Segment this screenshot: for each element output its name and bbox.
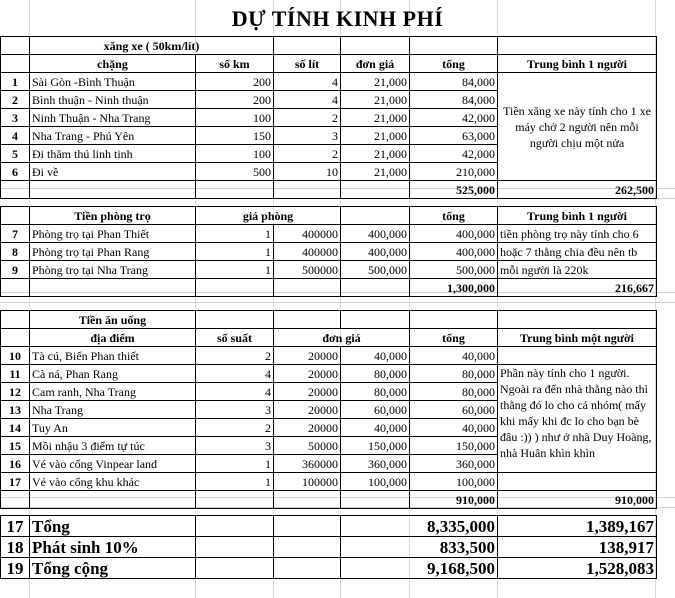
fuel-sum-row[interactable] [1,181,657,199]
table-row[interactable]: 8 Phòng trọ tại Phan Rang 1 400000 400,000 400,000 hoặc 7 thằng chia đều nên tb [1,243,657,261]
table-row[interactable]: 16 Vé vào cổng Vinpear land 1 360000 360,000 360,000 [1,455,657,473]
summary-total[interactable]: 833,500 [341,537,498,558]
table-row[interactable]: 11 Cà ná, Phan Rang 4 20000 80,000 80,000 Phần này tính cho 1 người. Ngoài ra đến nhà thằng nào thì thằng đó lo cho cả nhóm( mấy khi mấy khi đc lo cho bạn bè đâu :)) ) như ở nhà Duy Hoàng, nhà Huân khìn khìn [1,365,657,383]
table-row[interactable]: 17 Vé vào cổng khu khác 1 100000 100,000 100,000 [1,473,657,491]
table-row[interactable]: 9 Phòng trọ tại Nha Trang 1 500000 500,000 500,000 mỗi người là 220k [1,261,657,279]
food-header-qty[interactable]: số suất [196,329,274,347]
food-header-price[interactable]: đơn giá [274,329,410,347]
rooms-table [0,206,657,297]
food-header-avg[interactable]: Trung bình một người [498,329,657,347]
table-row[interactable]: 12 Cam ranh, Nha Trang 4 20000 80,000 80,000 [1,383,657,401]
table-row[interactable]: 7 Phòng trọ tại Phan Thiết 1 400000 400,000 400,000 tiền phòng trọ này tính cho 6 [1,225,657,243]
rooms-sum-row[interactable] [1,279,657,297]
fuel-table [0,36,657,199]
rooms-header-avg[interactable]: Trung bình 1 người [498,207,657,225]
food-table [0,310,657,509]
summary-total[interactable]: 8,335,000 [341,516,498,537]
table-row[interactable]: 14 Tuy An 2 20000 40,000 40,000 [1,419,657,437]
table-row[interactable]: 13 Nha Trang 3 20000 60,000 60,000 [1,401,657,419]
summary-row-extra[interactable]: 18 Phát sinh 10% 833,500 138,917 [1,537,657,558]
table-row[interactable]: 6 Đi về 500 10 21,000 210,000 [1,163,657,181]
page-title: DỰ TÍNH KINH PHÍ [231,6,444,31]
summary-label[interactable]: Phát sinh 10% [30,537,196,558]
fuel-header-avg[interactable]: Trung bình 1 người [498,55,657,73]
table-row[interactable]: 4 Nha Trang - Phú Yên 150 3 21,000 63,000 [1,127,657,145]
rooms-sum-avg[interactable]: 216,667 [498,279,657,297]
table-row[interactable]: 1 Sài Gòn -Bình Thuận 200 4 21,000 84,000 Tiền xăng xe này tính cho 1 xe máy chở 2 người nên mỗi người chịu một nửa [1,73,657,91]
food-sum-row[interactable] [1,491,657,509]
food-note[interactable]: Phần này tính cho 1 người. Ngoài ra đến nhà thằng nào thì thằng đó lo cho cả nhóm( mấy khi mấy khi đc lo cho bạn bè đâu :)) ) như ở nhà Duy Hoàng, nhà Huân khìn khìn [498,365,657,473]
table-row[interactable]: 2 Bình thuận - Ninh thuận 200 4 21,000 84,000 [1,91,657,109]
fuel-sum-total[interactable]: 525,000 [410,181,498,199]
rooms-section-label[interactable]: Tiền phòng trọ [30,207,196,225]
food-header-place[interactable]: địa điểm [30,329,196,347]
rooms-header-total[interactable]: tổng [410,207,498,225]
summary-row-total[interactable]: 17 Tổng 8,335,000 1,389,167 [1,516,657,537]
fuel-header-km[interactable]: số km [196,55,274,73]
rooms-sum-total[interactable]: 1,300,000 [410,279,498,297]
food-header-total[interactable]: tổng [410,329,498,347]
summary-table [0,515,657,579]
summary-avg[interactable]: 1,528,083 [498,558,657,579]
rooms-header-price[interactable]: giá phòng [196,207,341,225]
food-section-label[interactable]: Tiền ăn uống [30,311,196,329]
table-row[interactable]: 3 Ninh Thuận - Nha Trang 100 2 21,000 42,000 [1,109,657,127]
summary-avg[interactable]: 138,917 [498,537,657,558]
fuel-section-label[interactable]: xăng xe ( 50km/lít) [30,37,274,55]
food-sum-avg[interactable]: 910,000 [498,491,657,509]
table-row[interactable]: 10 Tà cú, Biển Phan thiết 2 20000 40,000 40,000 [1,347,657,365]
summary-label[interactable]: Tổng [30,516,196,537]
fuel-header-total[interactable]: tổng [410,55,498,73]
summary-row-grand[interactable]: 19 Tổng cộng 9,168,500 1,528,083 [1,558,657,579]
table-row[interactable]: 15 Mồi nhậu 3 điểm tự túc 3 50000 150,000 150,000 [1,437,657,455]
summary-label[interactable]: Tổng cộng [30,558,196,579]
fuel-header-leg[interactable]: chặng [30,55,196,73]
food-sum-total[interactable]: 910,000 [410,491,498,509]
summary-total[interactable]: 9,168,500 [341,558,498,579]
fuel-header-price[interactable]: đơn giá [341,55,410,73]
table-row[interactable]: 5 Đi thăm thú linh tinh 100 2 21,000 42,000 [1,145,657,163]
fuel-note[interactable]: Tiền xăng xe này tính cho 1 xe máy chở 2 người nên mỗi người chịu một nửa [498,73,657,181]
summary-avg[interactable]: 1,389,167 [498,516,657,537]
fuel-header-liters[interactable]: số lít [274,55,341,73]
fuel-sum-avg[interactable]: 262,500 [498,181,657,199]
